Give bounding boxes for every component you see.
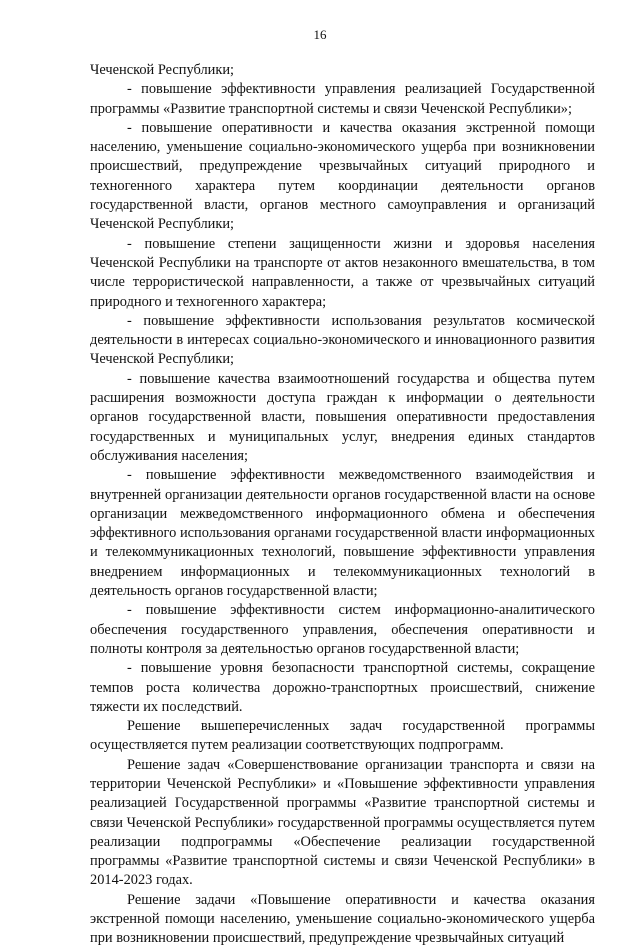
paragraph-analytics-systems: - повышение эффективности систем информационно-аналитического обеспечения государственного управления, обеспечения оперативности и полноты контроля за деятельностью органов государственной власти;	[90, 602, 595, 657]
paragraph-program-management: - повышение эффективности управления реализацией Государственной программы «Развитие транспортной системы и связи Чеченской Республики»;	[90, 81, 595, 117]
page-number: 16	[313, 27, 327, 42]
paragraph-emergency-assistance: - повышение оперативности и качества оказания экстренной помощи населению, уменьшение социально-экономического ущерба при возникновении происшествий, предупреждение чрезвычайных ситуаций природного и техногенного характера путем координации деятельности органов государственной власти, органов местного самоуправления и организаций Чеченской Республики;	[90, 119, 595, 233]
paragraph-state-society-relations: - повышение качества взаимоотношений государства и общества путем расширения возможности доступа граждан к информации о деятельности органов государственной власти, повышения оперативности предоставления государственных и муниципальных услуг, внедрения единых стандартов обслуживания населения;	[90, 370, 595, 464]
paragraph-continuation: Чеченской Республики;	[90, 62, 235, 78]
document-body	[90, 61, 595, 949]
paragraph-subprogram-implementation: Решение вышеперечисленных задач государственной программы осуществляется путем реализации соответствующих подпрограмм.	[90, 718, 595, 754]
paragraph-emergency-subprogram: Решение задачи «Повышение оперативности и качества оказания экстренной помощи населению, уменьшение социально-экономического ущерба при возникновении происшествий, предупреждение чрезвычайных ситуаций	[90, 891, 595, 947]
paragraph-transport-security: - повышение степени защищенности жизни и здоровья населения Чеченской Республики на транспорте от актов незаконного вмешательства, в том числе террористической направленности, а также от чрезвычайных ситуаций природного и техногенного характера;	[90, 235, 595, 310]
paragraph-interagency-cooperation: - повышение эффективности межведомственного взаимодействия и внутренней организации деятельности органов государственной власти на основе организации межведомственного информационного обмена и обеспечения эффективного использования органами государственной власти информационных и телекоммуникационных технологий, повышение эффективности управления внедрением информационных и телекоммуникационных технологий в деятельность органов государственной власти;	[90, 467, 595, 600]
paragraph-road-safety: - повышение уровня безопасности транспортной системы, сокращение темпов роста количества дорожно-транспортных происшествий, снижение тяжести их последствий.	[90, 660, 595, 715]
paragraph-transport-subprogram: Решение задач «Совершенствование организации транспорта и связи на территории Чеченской Республики» и «Повышение эффективности управления реализацией Государственной программы «Развитие транспортной системы и связи Чеченской Республики» государственной программы осуществляется путем реализации подпрограммы «Обеспечение реализации государственной программы «Развитие транспортной системы и связи Чеченской Республики» в 2014-2023 годах.	[90, 756, 595, 889]
paragraph-space-activity: - повышение эффективности использования результатов космической деятельности в интересах социально-экономического и инновационного развития Чеченской Республики;	[90, 312, 595, 368]
